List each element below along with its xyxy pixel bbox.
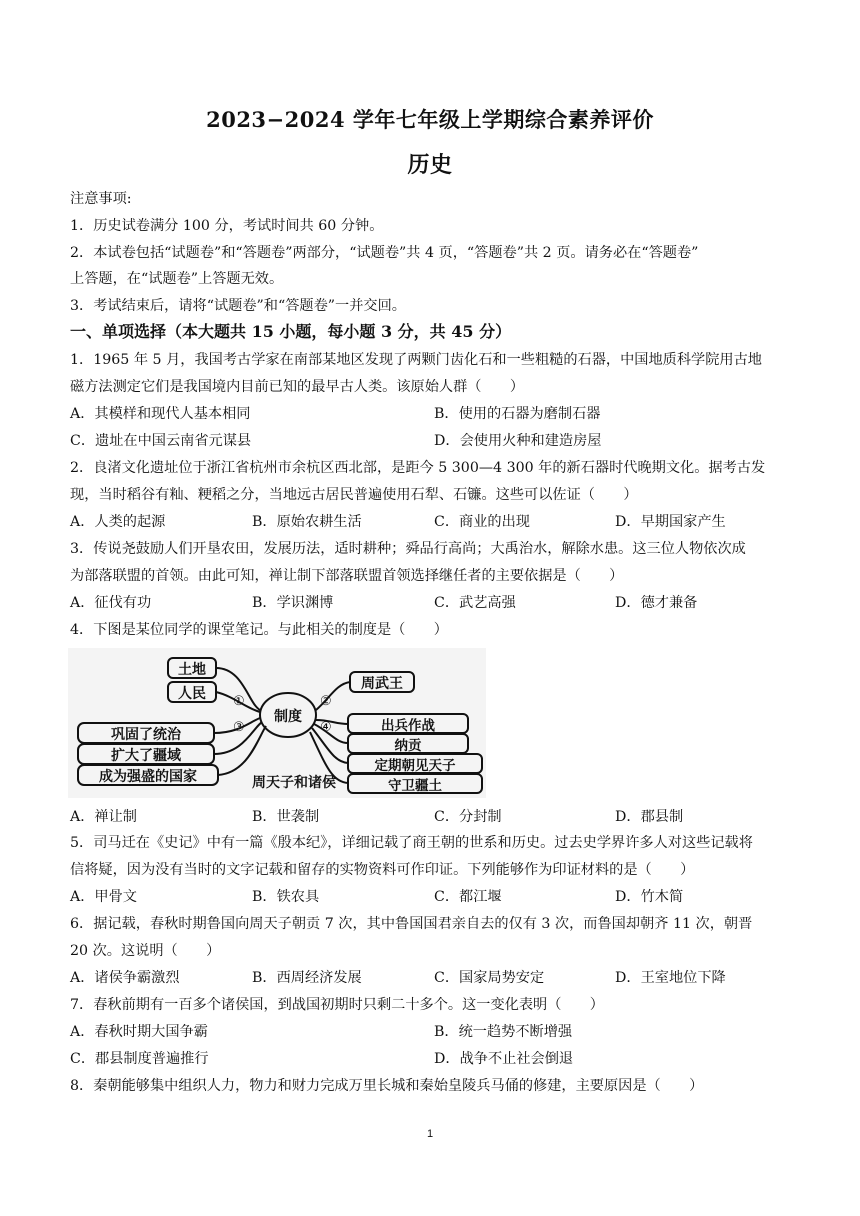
option-c: C．分封制 bbox=[434, 809, 502, 825]
note-item: 上答题，在“试题卷”上答题无效。 bbox=[70, 271, 284, 287]
option-d: D．战争不止社会倒退 bbox=[434, 1051, 574, 1067]
question-text: 20 次。这说明（ ） bbox=[70, 943, 221, 959]
figure-label: 巩固了统治 bbox=[111, 727, 181, 743]
note-item: 2．本试卷包括“试题卷”和“答题卷”两部分，“试题卷”共 4 页，“答题卷”共 2 页。请务必在“答题卷” bbox=[70, 245, 699, 261]
page-number: 1 bbox=[426, 1128, 434, 1140]
option-c: C．国家局势安定 bbox=[434, 970, 545, 986]
option-a: A．诸侯争霸激烈 bbox=[70, 970, 180, 986]
note-item: 3．考试结束后，请将“试题卷”和“答题卷”一并交回。 bbox=[70, 298, 406, 314]
option-a: A．禅让制 bbox=[70, 809, 137, 825]
figure-label: 出兵作战 bbox=[381, 718, 435, 734]
figure-marker: ② bbox=[320, 694, 332, 709]
option-d: D．早期国家产生 bbox=[615, 514, 726, 530]
figure-label: 扩大了疆域 bbox=[111, 748, 181, 764]
question-text: 为部落联盟的首领。由此可知，禅让制下部落联盟首领选择继任者的主要依据是（ ） bbox=[70, 568, 624, 584]
question-text: 现，当时稻谷有籼、粳稻之分，当地远古居民普遍使用石犁、石镰。这些可以佐证（ ） bbox=[70, 487, 638, 503]
option-c: C．遗址在中国云南省元谋县 bbox=[70, 433, 252, 449]
figure-caption: 周天子和诸侯 bbox=[252, 775, 336, 791]
question-text: 6．据记载，春秋时期鲁国向周天子朝贡 7 次，其中鲁国国君亲自去的仅有 3 次，而鲁国却朝齐 11 次，朝晋 bbox=[70, 916, 753, 932]
option-c: C．武艺高强 bbox=[434, 595, 516, 611]
figure-label: 成为强盛的国家 bbox=[99, 769, 197, 785]
option-a: A．人类的起源 bbox=[70, 514, 166, 530]
option-b: B．统一趋势不断增强 bbox=[434, 1024, 573, 1040]
question-text: 磁方法测定它们是我国境内目前已知的最早古人类。该原始人群（ ） bbox=[70, 379, 525, 395]
figure-marker: ③ bbox=[233, 720, 245, 735]
option-d: D．郡县制 bbox=[615, 809, 684, 825]
option-a: A．春秋时期大国争霸 bbox=[70, 1024, 208, 1040]
notes-heading: 注意事项: bbox=[70, 191, 132, 207]
option-a: A．甲骨文 bbox=[70, 889, 137, 905]
question-text: 4．下图是某位同学的课堂笔记。与此相关的制度是（ ） bbox=[70, 622, 448, 638]
question-text: 信将疑，因为没有当时的文字记载和留存的实物资料可作印证。下列能够作为印证材料的是（ ） bbox=[70, 862, 695, 878]
figure-label: 人民 bbox=[178, 686, 206, 702]
option-c: C．郡县制度普遍推行 bbox=[70, 1051, 209, 1067]
subject-title: 历史 bbox=[407, 152, 453, 178]
section-heading: 一、单项选择（本大题共 15 小题，每小题 3 分，共 45 分） bbox=[70, 322, 512, 341]
option-b: B．使用的石器为磨制石器 bbox=[434, 406, 601, 422]
question-text: 3．传说尧鼓励人们开垦农田，发展历法，适时耕种；舜品行高尚；大禹治水，解除水患。这三位人物依次成 bbox=[70, 541, 746, 557]
question-text: 5．司马迁在《史记》中有一篇《殷本纪》，详细记载了商王朝的世系和历史。过去史学界许多人对这些记载将 bbox=[70, 835, 753, 851]
option-c: C．都江堰 bbox=[434, 889, 502, 905]
question-text: 8．秦朝能够集中组织人力，物力和财力完成万里长城和秦始皇陵兵马俑的修建，主要原因是（ ） bbox=[70, 1078, 704, 1094]
option-b: B．铁农具 bbox=[252, 889, 320, 905]
question-text: 7．春秋前期有一百多个诸侯国，到战国初期时只剩二十多个。这一变化表明（ ） bbox=[70, 997, 604, 1013]
option-a: A．其模样和现代人基本相同 bbox=[70, 406, 251, 422]
figure-label: 定期朝见天子 bbox=[374, 758, 456, 774]
option-a: A．征伐有功 bbox=[70, 595, 152, 611]
figure-label: 土地 bbox=[178, 662, 206, 678]
figure-marker: ① bbox=[233, 694, 245, 709]
option-b: B．世袭制 bbox=[252, 809, 320, 825]
note-item: 1．历史试卷满分 100 分，考试时间共 60 分钟。 bbox=[70, 218, 384, 234]
question-text: 2．良渚文化遗址位于浙江省杭州市余杭区西北部，是距今 5 300—4 300 年的新石器时代晚期文化。据考古发 bbox=[70, 460, 766, 476]
option-b: B．西周经济发展 bbox=[252, 970, 362, 986]
figure-label: 守卫疆土 bbox=[388, 778, 442, 794]
option-b: B．学识渊博 bbox=[252, 595, 334, 611]
option-b: B．原始农耕生活 bbox=[252, 514, 362, 530]
exam-title: 2023−2024 学年七年级上学期综合素养评价 bbox=[206, 107, 654, 132]
figure-marker: ④ bbox=[320, 720, 332, 735]
class-notes-figure bbox=[68, 648, 486, 798]
figure-label: 周武王 bbox=[361, 676, 403, 692]
figure-center-label: 制度 bbox=[274, 709, 302, 725]
option-c: C．商业的出现 bbox=[434, 514, 530, 530]
option-d: D．王室地位下降 bbox=[615, 970, 726, 986]
figure-label: 纳贡 bbox=[394, 738, 422, 754]
question-text: 1．1965 年 5 月，我国考古学家在南部某地区发现了两颗门齿化石和一些粗糙的石器，中国地质科学院用古地 bbox=[70, 352, 762, 368]
option-d: D．竹木简 bbox=[615, 889, 684, 905]
option-d: D．德才兼备 bbox=[615, 595, 698, 611]
option-d: D．会使用火种和建造房屋 bbox=[434, 433, 602, 449]
